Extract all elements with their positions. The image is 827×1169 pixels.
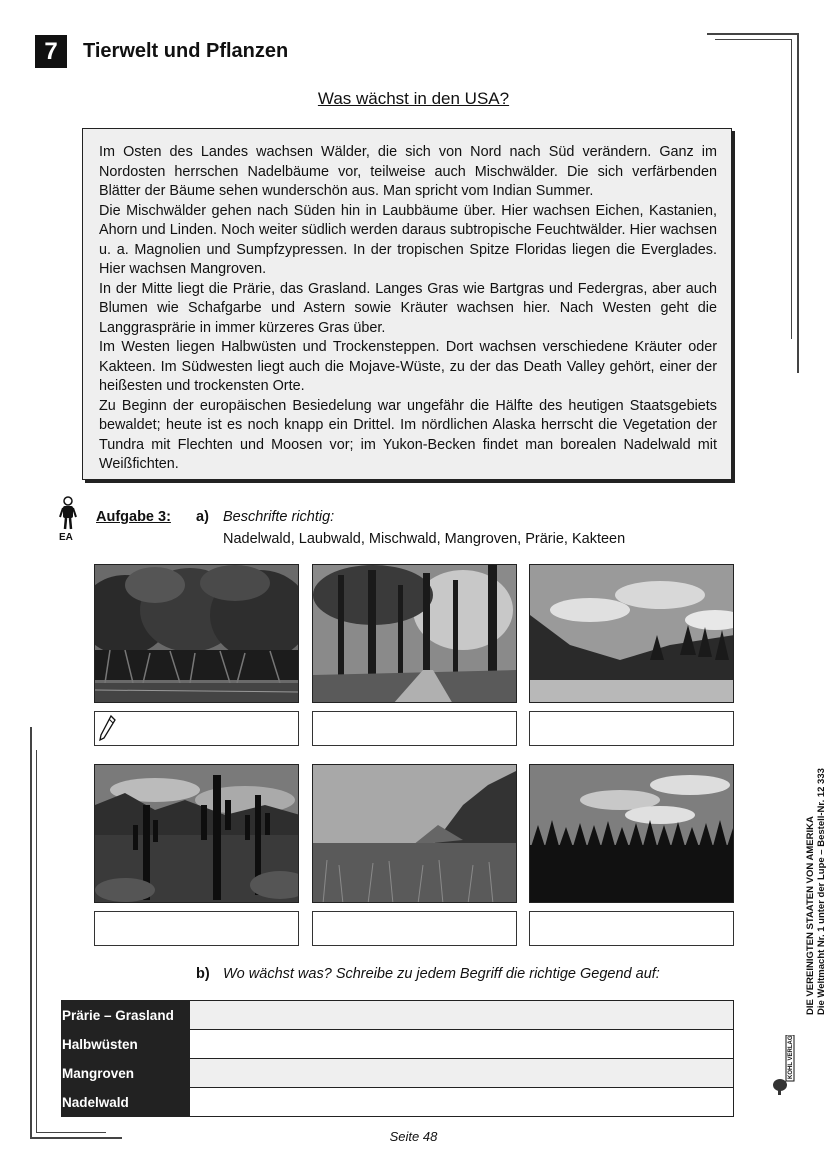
task-instruction-b: Wo wächst was? Schreibe zu jedem Begriff die richtige Gegend auf: (223, 966, 660, 982)
info-text-box (82, 128, 732, 480)
answer-field-6[interactable] (529, 911, 734, 946)
answer-cell[interactable] (190, 1001, 734, 1030)
frame-line (707, 33, 797, 35)
answer-field-3[interactable] (529, 711, 734, 746)
pencil-icon (97, 714, 117, 744)
term-cell: Prärie – Grasland (62, 1001, 190, 1030)
text-paragraph: Im Westen liegen Halbwüsten und Trockensteppen. Dort wachsen verschiedene Kräuter oder Kakteen. Im Südwesten liegt auch die Mojave-Wüste, zu der das Death Valley gehört, einer der heißesten und trockensten Orte. (99, 339, 717, 394)
table-row (62, 1088, 734, 1117)
page-number: Seite 48 (389, 1129, 438, 1144)
chapter-title: Tierwelt und Pflanzen (83, 40, 289, 62)
ea-label: EA (59, 532, 73, 543)
term-cell: Mangroven (62, 1059, 190, 1088)
side-title: DIE VEREINIGTEN STAATEN VON AMERIKA (805, 816, 816, 1015)
frame-line (791, 39, 792, 339)
side-credits (805, 768, 827, 1015)
table-row (62, 1001, 734, 1030)
photo-grassland-coast (312, 764, 517, 903)
photo-cacti (94, 764, 299, 903)
answer-field-1[interactable] (94, 711, 299, 746)
answer-field-2[interactable] (312, 711, 517, 746)
chapter-number: 7 (35, 35, 67, 68)
task-part-b: b) (196, 966, 210, 982)
terms-table (61, 1000, 734, 1117)
task-part-a: a) (196, 509, 209, 525)
task-instruction-a: Beschrifte richtig: (223, 509, 335, 525)
answer-cell[interactable] (190, 1059, 734, 1088)
term-cell: Halbwüsten (62, 1030, 190, 1059)
answer-field-5[interactable] (312, 911, 517, 946)
photo-mangroves (94, 564, 299, 703)
text-paragraph: Die Mischwälder gehen nach Süden hin in Laubbäume über. Hier wachsen Eichen, Kastanien, Ahorn und Linden. Noch weiter südlich werden daraus subtropische Feuchtwälder. Hier wachsen u. a. Magnolien und Sumpfzypressen. In der tropischen Spitze Floridas liegen die Everglades. Hier wachsen Mangroven. (99, 202, 717, 277)
task-word-list: Nadelwald, Laubwald, Mischwald, Mangroven, Prärie, Kakteen (223, 531, 626, 547)
task-label: Aufgabe 3: (96, 509, 171, 525)
svg-text:KOHL VERLAG: KOHL VERLAG (788, 1035, 794, 1079)
text-paragraph: In der Mitte liegt die Prärie, das Grasland. Langes Gras wie Bartgras und Federgras, aber auch Blumen wie Schafgarbe und Astern sowie Kräuter wachsen hier. Nach Westen geht die Langgrasprärie in immer kürzeres Gras über. (99, 280, 717, 336)
table-row (62, 1059, 734, 1088)
page-subtitle: Was wächst in den USA? (317, 89, 510, 108)
term-cell: Nadelwald (62, 1088, 190, 1117)
frame-line (30, 727, 32, 1139)
answer-cell[interactable] (190, 1030, 734, 1059)
frame-line (36, 750, 37, 1133)
side-subtitle: Die Weltmacht Nr. 1 unter der Lupe – Bestell-Nr. 12 333 (816, 768, 827, 1015)
text-paragraph: Zu Beginn der europäischen Besiedelung war ungefähr die Hälfte des heutigen Staatsgebiets bewaldet; heute ist es noch knapp ein Drittel. Im nördlichen Alaska herrscht die Vegetation der Tundra mit Flechten und Moosen vor; im Yukon-Becken findet man borealen Nadelwald mit Weißfichten. (99, 397, 717, 472)
answer-field-4[interactable] (94, 911, 299, 946)
photo-prairie (529, 564, 734, 703)
student-figure-icon (58, 496, 78, 530)
frame-line (715, 39, 791, 40)
answer-cell[interactable] (190, 1088, 734, 1117)
photo-coniferous-forest (529, 764, 734, 903)
text-paragraph: Im Osten des Landes wachsen Wälder, die sich von Nord nach Süd verändern. Ganz im Nordosten herrschen Nadelbäume vor, teilweise auch Mischwälder. Die sich verfärbenden Blätter der Bäume sehen wunderschön aus. Man spricht vom Indian Summer. (99, 144, 717, 199)
photo-deciduous-forest (312, 564, 517, 703)
table-row (62, 1030, 734, 1059)
frame-line (797, 33, 799, 373)
publisher-logo-icon (772, 1035, 796, 1095)
